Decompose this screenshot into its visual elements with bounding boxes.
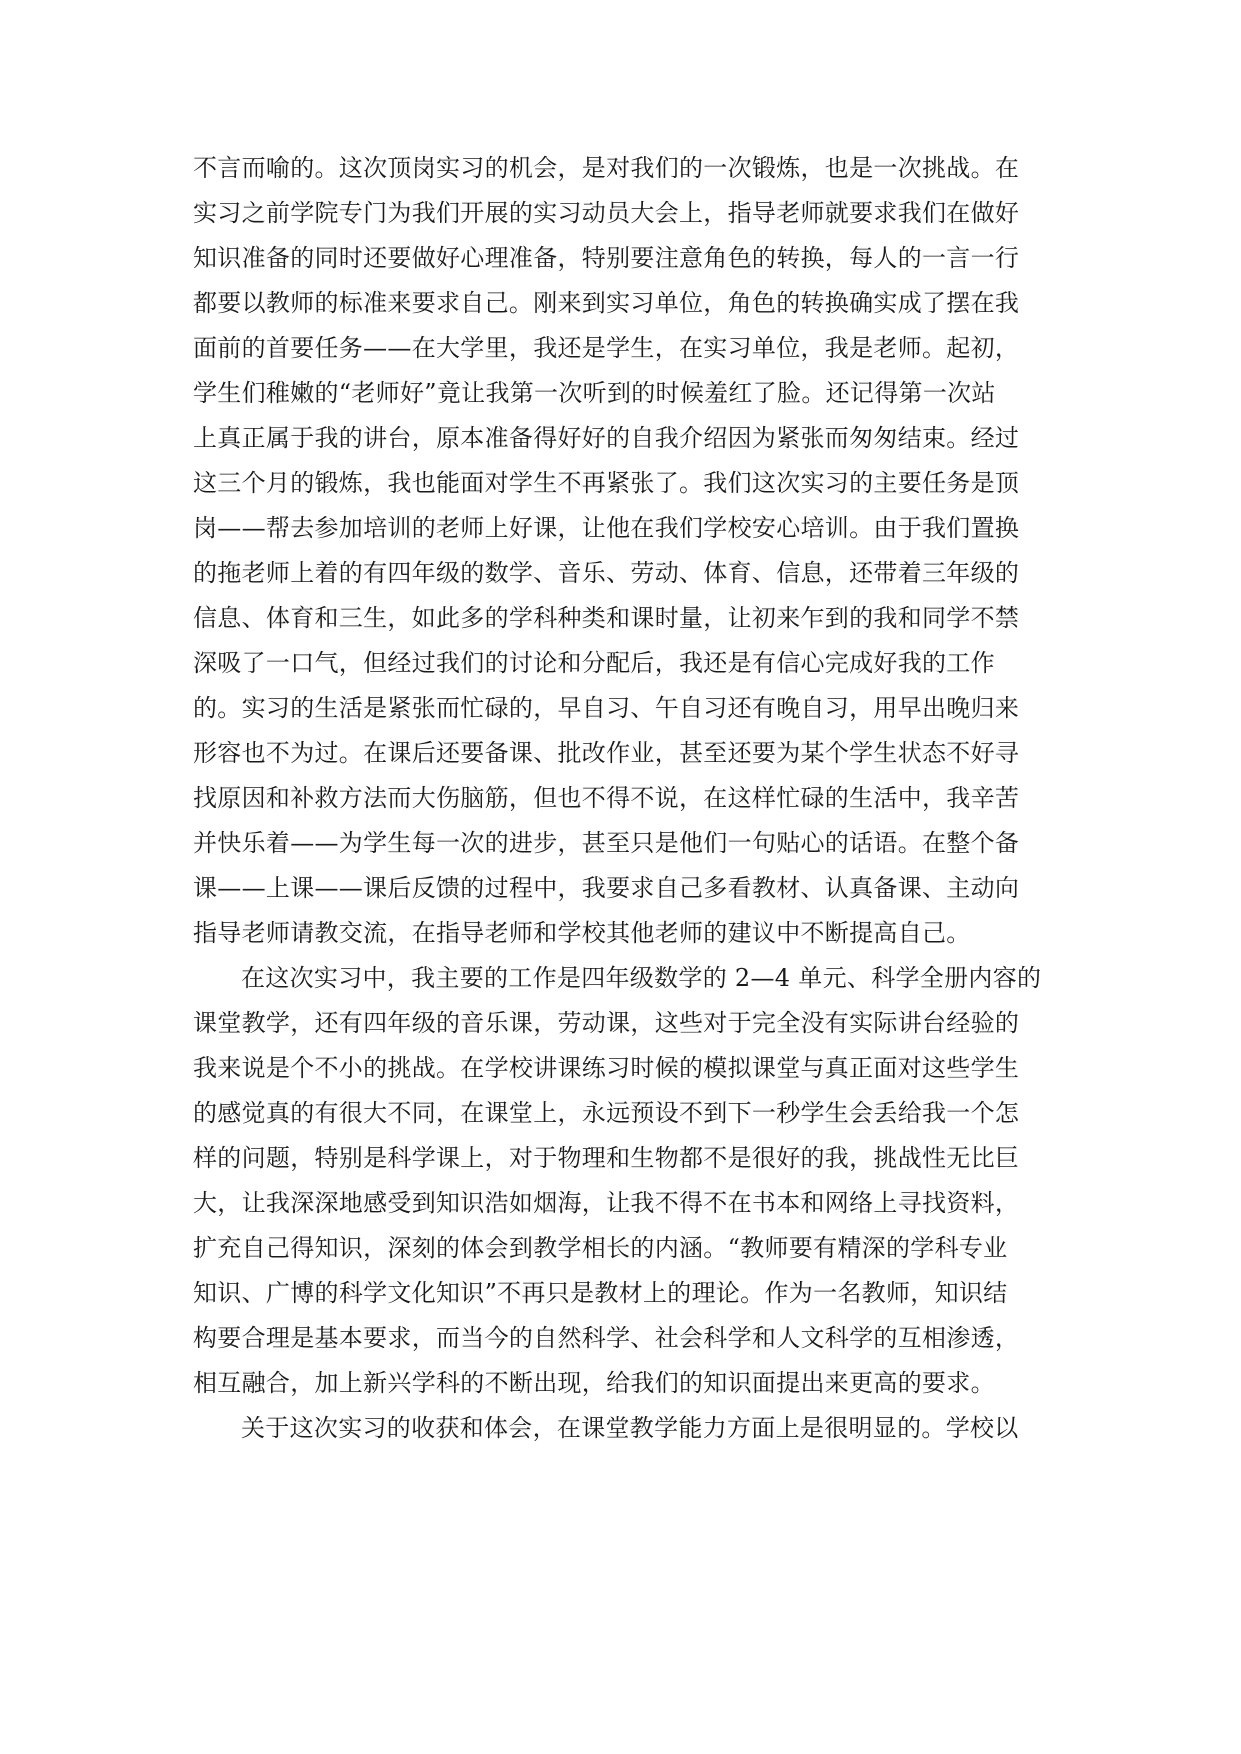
text-line-25: 扩充自己得知识，深刻的体会到教学相长的内涵。“教师要有精深的学科专业	[193, 1234, 1008, 1262]
text-line-22: 的感觉真的有很大不同，在课堂上，永远预设不到下一秒学生会丢给我一个怎	[193, 1099, 1020, 1127]
text-line-26: 知识、广博的科学文化知识”不再只是教材上的理论。作为一名教师，知识结	[193, 1279, 1008, 1307]
text-line-10: 的拖老师上着的有四年级的数学、音乐、劳动、体育、信息，还带着三年级的	[193, 559, 1020, 587]
text-line-24: 大，让我深深地感受到知识浩如烟海，让我不得不在书本和网络上寻找资料，	[193, 1189, 1020, 1217]
text-line-16: 并快乐着——为学生每一次的进步，甚至只是他们一句贴心的话语。在整个备	[193, 829, 1020, 857]
text-line-13: 的。实习的生活是紧张而忙碌的，早自习、午自习还有晚自习，用早出晚归来	[193, 694, 1020, 722]
text-line-3: 知识准备的同时还要做好心理准备，特别要注意角色的转换，每人的一言一行	[193, 244, 1020, 272]
text-line-21: 我来说是个不小的挑战。在学校讲课练习时候的模拟课堂与真正面对这些学生	[193, 1054, 1020, 1082]
paragraph-2-first-line: 在这次实习中，我主要的工作是四年级数学的 2—4 单元、科学全册内容的	[241, 964, 1042, 992]
text-line-18: 指导老师请教交流，在指导老师和学校其他老师的建议中不断提高自己。	[193, 919, 971, 947]
text-line-23: 样的问题，特别是科学课上，对于物理和生物都不是很好的我，挑战性无比巨	[193, 1144, 1020, 1172]
text-line-11: 信息、体育和三生，如此多的学科种类和课时量，让初来乍到的我和同学不禁	[193, 604, 1020, 632]
text-line-27: 构要合理是基本要求，而当今的自然科学、社会科学和人文科学的互相渗透，	[193, 1324, 1020, 1352]
text-line-12: 深吸了一口气，但经过我们的讨论和分配后，我还是有信心完成好我的工作	[193, 649, 995, 677]
text-line-28: 相互融合，加上新兴学科的不断出现，给我们的知识面提出来更高的要求。	[193, 1369, 995, 1397]
text-line-2: 实习之前学院专门为我们开展的实习动员大会上，指导老师就要求我们在做好	[193, 199, 1020, 227]
text-line-20: 课堂教学，还有四年级的音乐课，劳动课，这些对于完全没有实际讲台经验的	[193, 1009, 1020, 1037]
text-line-17: 课——上课——课后反馈的过程中，我要求自己多看教材、认真备课、主动向	[193, 874, 1020, 902]
text-line-1: 不言而喻的。这次顶岗实习的机会，是对我们的一次锻炼，也是一次挑战。在	[193, 154, 1020, 182]
text-line-15: 找原因和补救方法而大伤脑筋，但也不得不说，在这样忙碌的生活中，我辛苦	[193, 784, 1020, 812]
text-line-7: 上真正属于我的讲台，原本准备得好好的自我介绍因为紧张而匆匆结束。经过	[193, 424, 1020, 452]
text-line-5: 面前的首要任务——在大学里，我还是学生，在实习单位，我是老师。起初，	[193, 334, 1020, 362]
text-line-14: 形容也不为过。在课后还要备课、批改作业，甚至还要为某个学生状态不好寻	[193, 739, 1020, 767]
text-line-6: 学生们稚嫩的“老师好”竟让我第一次听到的时候羞红了脸。还记得第一次站	[193, 379, 996, 407]
text-line-4: 都要以教师的标准来要求自己。刚来到实习单位，角色的转换确实成了摆在我	[193, 289, 1020, 317]
paragraph-3-first-line: 关于这次实习的收获和体会，在课堂教学能力方面上是很明显的。学校以	[241, 1414, 1019, 1442]
text-line-9: 岗——帮去参加培训的老师上好课，让他在我们学校安心培训。由于我们置换	[193, 514, 1020, 542]
text-line-8: 这三个月的锻炼，我也能面对学生不再紧张了。我们这次实习的主要任务是顶	[193, 469, 1020, 497]
